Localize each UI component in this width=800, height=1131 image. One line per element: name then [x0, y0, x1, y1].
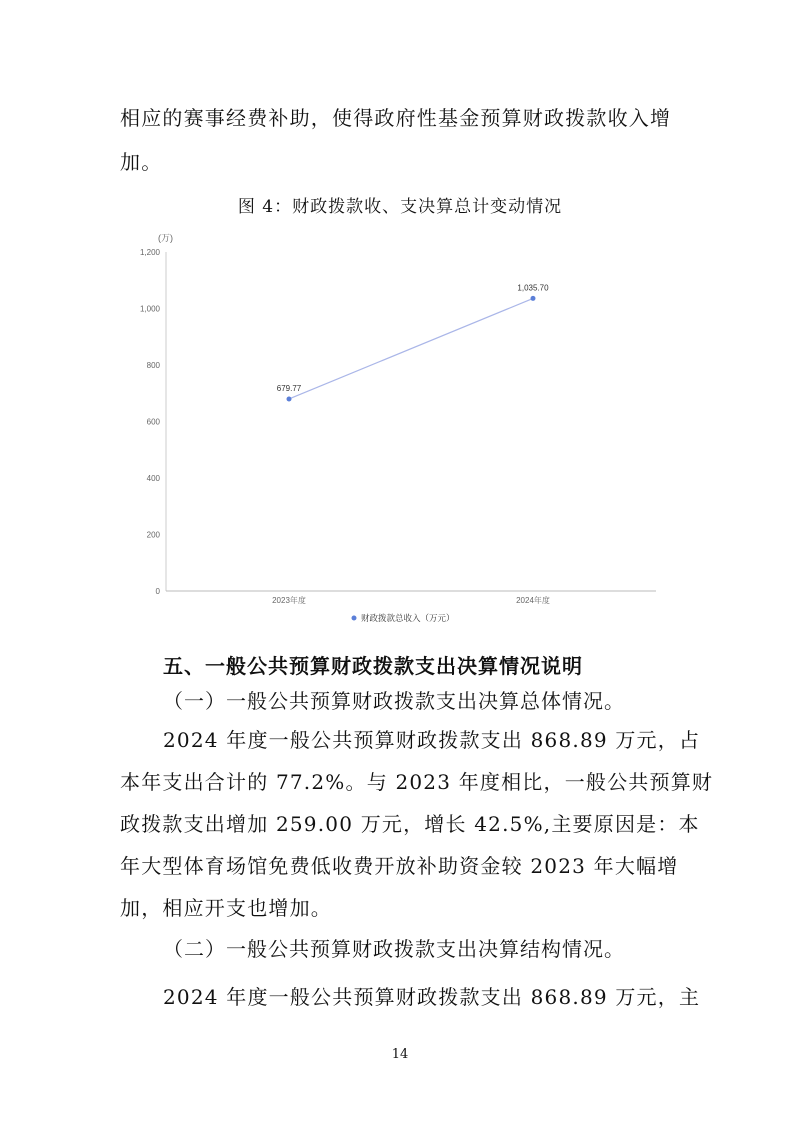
subsection-heading: （一）一般公共预算财政拨款支出决算总体情况。: [163, 689, 625, 713]
subsection-heading: （二）一般公共预算财政拨款支出决算结构情况。: [163, 937, 625, 961]
paragraph-line: 政拨款支出增加 259.00 万元，增长 42.5%,主要原因是：本: [120, 812, 700, 836]
x-tick-label: 2023年度: [272, 596, 306, 605]
paragraph-line: 2024 年度一般公共预算财政拨款支出 868.89 万元，主: [163, 985, 701, 1009]
paragraph-line: 年大型体育场馆免费低收费开放补助资金较 2023 年大幅增: [120, 854, 679, 878]
y-tick-label: 200: [146, 530, 160, 540]
section-heading: 五、一般公共预算财政拨款支出决算情况说明: [163, 654, 583, 678]
legend: [352, 613, 455, 623]
paragraph-line: 相应的赛事经费补助，使得政府性基金预算财政拨款收入增: [120, 106, 672, 130]
x-tick-label: 2024年度: [516, 596, 550, 605]
data-label: 679.77: [276, 383, 302, 393]
y-tick-label: 1,000: [139, 304, 160, 314]
legend-marker: [352, 616, 357, 621]
data-point: [531, 296, 536, 301]
figure-caption: 图 4：财政拨款收、支决算总计变动情况: [237, 197, 563, 217]
paragraph-line: 2024 年度一般公共预算财政拨款支出 868.89 万元，占: [163, 728, 701, 752]
y-tick-label: 800: [146, 361, 160, 370]
paragraph-line: 加。: [120, 150, 163, 174]
paragraph-line: 本年支出合计的 77.2%。与 2023 年度相比，一般公共预算财: [120, 770, 714, 794]
y-tick-label: 400: [146, 474, 160, 483]
data-point: [287, 396, 292, 401]
y-tick-label: 1,200: [139, 248, 160, 257]
y-tick-label: 0: [155, 587, 160, 596]
series-line: [289, 298, 533, 399]
page-number: 14: [391, 1047, 409, 1062]
legend-label: 财政拨款总收入（万元）: [361, 613, 455, 623]
data-label: 1,035.70: [517, 283, 549, 293]
paragraph-line: 加，相应开支也增加。: [120, 896, 332, 920]
y-tick-label: 600: [146, 417, 160, 427]
y-unit-label: (万): [158, 233, 173, 243]
